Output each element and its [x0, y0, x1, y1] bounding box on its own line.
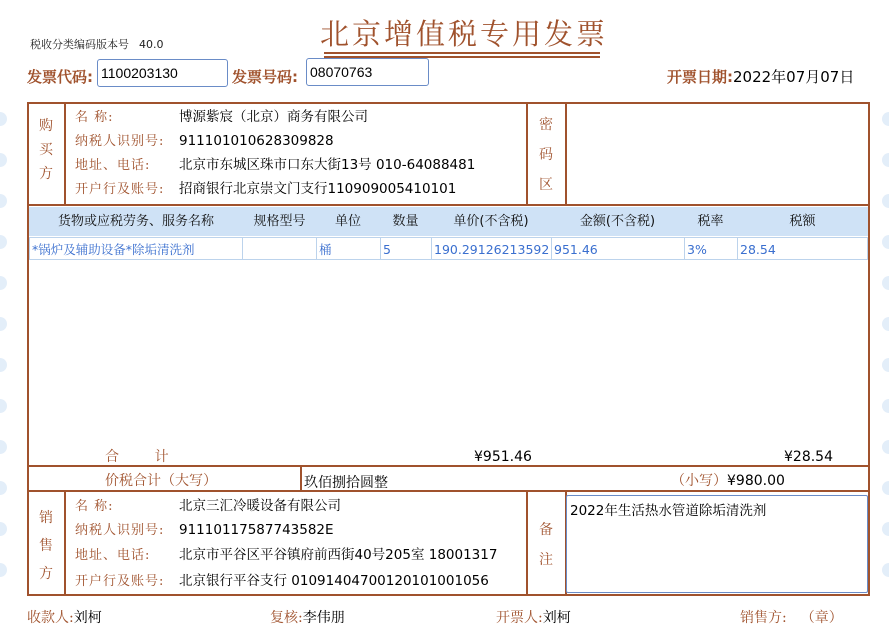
invoice-number-input[interactable]	[306, 58, 429, 86]
buyer-address: 北京市东城区珠市口东大街13号 010-64088481	[179, 157, 476, 173]
grand-total-small-value: ¥980.00	[727, 473, 785, 489]
remark-section-label: 备 注	[539, 522, 553, 568]
table-cell-tax-rate[interactable]: 3%	[684, 237, 738, 260]
buyer-section-label: 购 买 方	[39, 118, 53, 182]
seller-tax-id-label: 纳税人识别号:	[75, 523, 165, 538]
col-header-item-name: 货物或应税劳务、服务名称	[57, 214, 214, 229]
buyer-name-row	[75, 106, 368, 128]
col-header-unit-price: 单价(不含税)	[453, 214, 529, 229]
divider	[64, 490, 66, 596]
buyer-address-label: 地址、电话:	[75, 158, 151, 173]
cipher-section-label: 密 码 区	[539, 117, 553, 193]
col-header-tax-rate: 税率	[697, 214, 724, 229]
col-header-quantity: 数量	[392, 214, 419, 229]
drawer-value: 刘柯	[542, 610, 571, 626]
issue-date-label: 开票日期:	[667, 68, 733, 86]
seller-name-label: 名 称:	[75, 499, 114, 514]
grand-total-small-label: （小写）	[671, 473, 727, 489]
seller-seal-label: 销售方:	[740, 610, 787, 626]
buyer-name-label: 名 称:	[75, 110, 114, 125]
divider	[300, 465, 302, 490]
reviewer-label: 复核:	[270, 610, 303, 626]
total-amount: ¥951.46	[474, 449, 532, 465]
buyer-bank-row	[75, 178, 456, 200]
remark-textarea[interactable]: 2022年生活热水管道除垢清洗剂	[566, 495, 868, 593]
reviewer-value: 李伟朋	[302, 610, 345, 626]
invoice-number-label: 发票号码:	[232, 68, 298, 86]
title-underline	[324, 52, 600, 54]
payee-value: 刘柯	[73, 610, 102, 626]
footer-seller-seal	[740, 607, 843, 627]
issue-date-value: 2022年07月07日	[733, 68, 855, 86]
totals-label: 合 计	[105, 449, 169, 465]
invoice-code-input[interactable]	[97, 59, 228, 87]
col-header-spec: 规格型号	[253, 214, 306, 229]
table-cell-unit-price[interactable]: 190.29126213592	[431, 237, 552, 260]
seller-bank: 北京银行平谷支行 01091404700120101001056	[179, 573, 489, 589]
seller-bank-label: 开户行及账号:	[75, 574, 165, 589]
drawer-label: 开票人:	[496, 610, 543, 626]
divider	[64, 102, 66, 204]
grand-total-words-label: 价税合计（大写）	[105, 473, 217, 489]
seller-name-row	[75, 495, 341, 517]
buyer-address-row	[75, 154, 475, 176]
invoice-code-label: 发票代码:	[27, 68, 93, 86]
seller-bank-row	[75, 570, 489, 592]
buyer-tax-id-label: 纳税人识别号:	[75, 134, 165, 149]
table-cell-tax[interactable]: 28.54	[737, 237, 868, 260]
seller-section-label: 销 售 方	[39, 510, 53, 582]
seal-value: （章）	[800, 610, 843, 626]
table-cell-item-name[interactable]: *锅炉及辅助设备*除垢清洗剂	[29, 237, 243, 260]
seller-address-row	[75, 544, 525, 566]
right-dot-strip	[882, 112, 889, 612]
left-dot-strip	[0, 112, 7, 612]
divider	[27, 490, 870, 492]
seller-address-label: 地址、电话:	[75, 548, 151, 563]
table-cell-quantity[interactable]: 5	[380, 237, 432, 260]
table-cell-amount[interactable]: 951.46	[551, 237, 685, 260]
version-info	[30, 36, 164, 52]
col-header-amount: 金额(不含税)	[579, 214, 656, 229]
total-tax: ¥28.54	[784, 449, 833, 465]
payee-label: 收款人:	[27, 610, 74, 626]
footer-reviewer	[270, 607, 345, 627]
buyer-bank: 招商银行北京崇文门支行110909005410101	[179, 181, 457, 197]
version-label: 税收分类编码版本号	[30, 38, 129, 51]
version-value: 40.0	[139, 38, 164, 51]
col-header-unit: 单位	[334, 214, 361, 229]
col-header-tax: 税额	[789, 214, 816, 229]
divider	[565, 102, 567, 204]
grand-total-words: 玖佰捌拾圆整	[304, 475, 388, 491]
issue-date	[667, 66, 854, 87]
seller-address: 北京市平谷区平谷镇府前西街40号205室 18001317	[179, 547, 498, 563]
grand-total-small	[671, 470, 785, 490]
footer-payee	[27, 607, 102, 627]
table-cell-spec[interactable]	[242, 237, 317, 260]
divider	[27, 204, 870, 206]
buyer-tax-id-row	[75, 130, 334, 152]
buyer-tax-id: 911101010628309828	[179, 133, 334, 149]
invoice-title: 北京增值税专用发票	[320, 17, 609, 51]
footer-drawer	[496, 607, 571, 627]
seller-tax-id: 91110117587743582E	[179, 522, 334, 538]
buyer-name: 博源紫宸（北京）商务有限公司	[179, 109, 368, 125]
seller-name: 北京三汇冷暖设备有限公司	[179, 498, 341, 514]
buyer-bank-label: 开户行及账号:	[75, 182, 165, 197]
table-cell-unit[interactable]: 桶	[316, 237, 381, 260]
seller-tax-id-row	[75, 519, 334, 541]
